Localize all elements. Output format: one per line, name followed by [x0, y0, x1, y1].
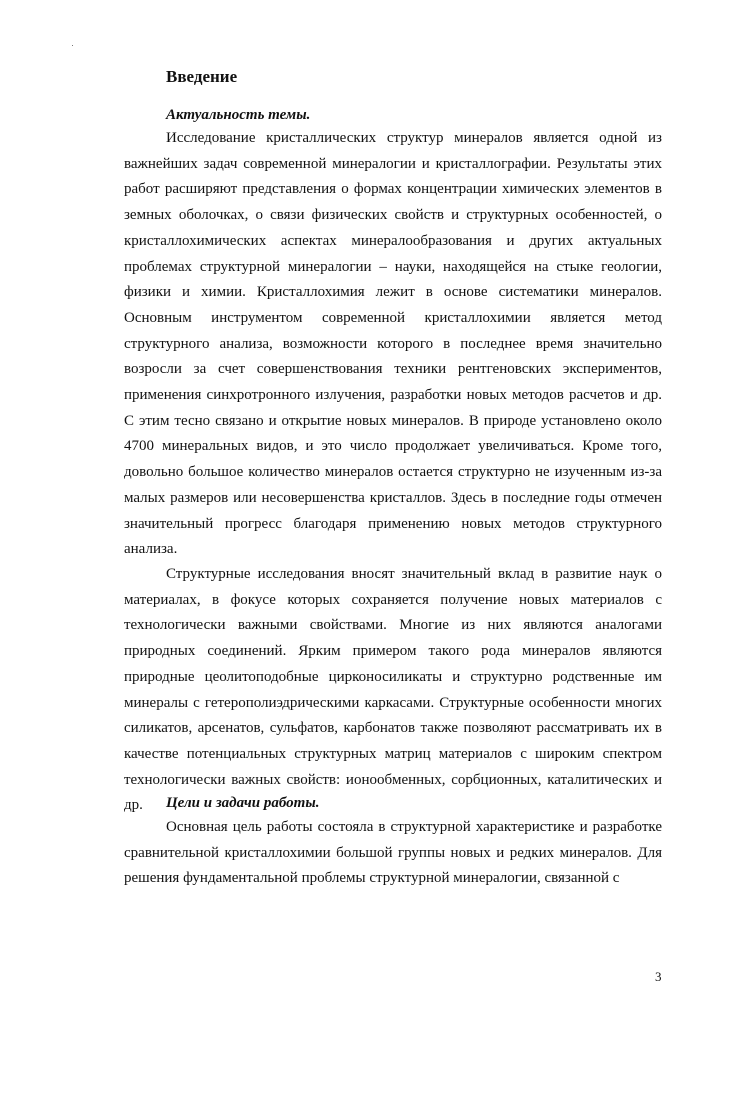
page-number: 3: [655, 969, 662, 984]
scan-speck: [72, 45, 73, 46]
page-title: Введение: [166, 67, 238, 86]
section-title-relevance: Актуальность темы.: [166, 107, 311, 123]
section-title-goals: Цели и задачи работы.: [166, 795, 320, 811]
paragraph-relevance-2: Структурные исследования вносят значительный вклад в развитие наук о материалах, в фокусе которых сохраняется получение новых материалов с технологически важными свойствами. Многие из них являются аналогами природных соединений. Ярким примером такого рода минералов являются природные цеолитоподобные цирконосиликаты и структурно родственные им минералы с гетерополиэдрическими каркасами. Структурные особенности многих силикатов, арсенатов, сульфатов, карбонатов также позволяют рассматривать их в качестве потенциальных структурных матриц материалов с широким спектром технологически важных свойств: ионообменных, сорбционных, каталитических и др.: [124, 566, 662, 814]
paragraph-goals-1: Основная цель работы состояла в структурной характеристике и разработке сравнительной кристаллохимии большой группы новых и редких минералов. Для решения фундаментальной проблемы структурной минералогии, связанной с: [124, 819, 662, 887]
paragraph-relevance-1: Исследование кристаллических структур минералов является одной из важнейших задач современной минералогии и кристаллографии. Результаты этих работ расширяют представления о формах концентрации химических элементов в земных оболочках, о связи физических свойств и структурных особенностей, о кристаллохимических аспектах минералообразования и других актуальных проблемах структурной минералогии – науки, находящейся на стыке геологии, физики и химии. Кристаллохимия лежит в основе систематики минералов. Основным инструментом современной кристаллохимии является метод структурного анализа, возможности которого в последнее время значительно возросли за счет совершенствования техники рентгеновских экспериментов, применения синхротронного излучения, разработки новых методов расчетов и др. С этим тесно связано и открытие новых минералов. В природе установлено около 4700 минеральных видов, и это число продолжает увеличиваться. Кроме того, довольно большое количество минералов остается структурно не изученным из-за малых размеров или несовершенства кристаллов. Здесь в последние годы отмечен значительный прогресс благодаря применению новых методов структурного анализа.: [124, 130, 662, 558]
